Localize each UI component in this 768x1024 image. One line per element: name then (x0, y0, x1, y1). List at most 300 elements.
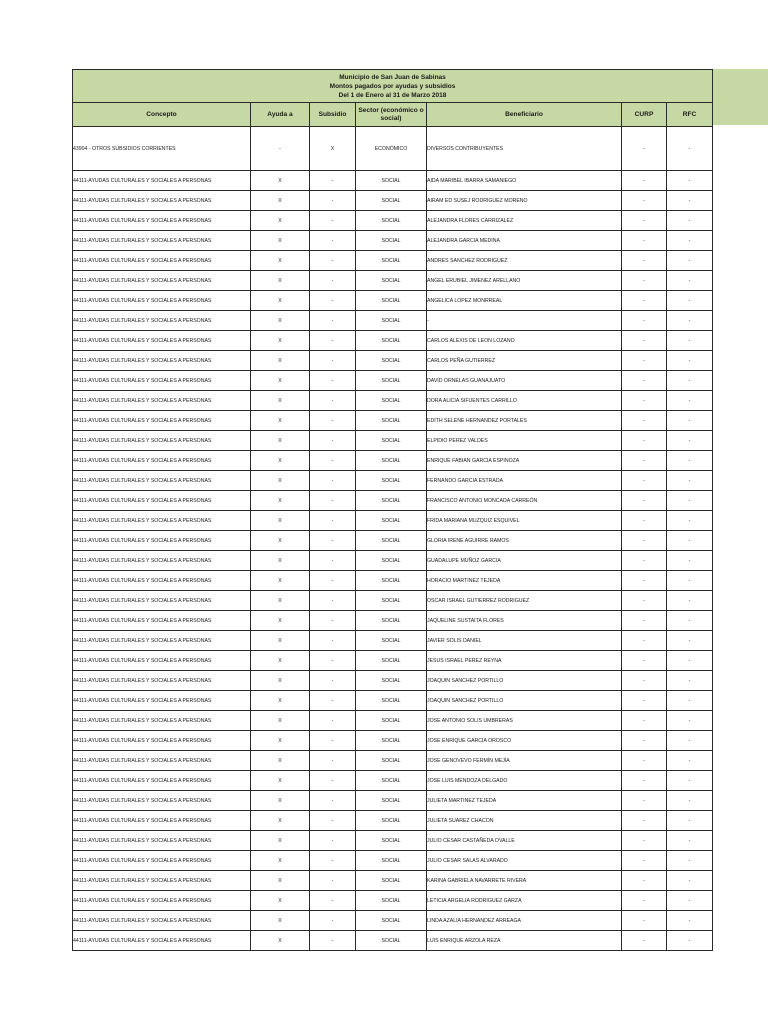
header-subsidio: Subsidio (310, 103, 356, 127)
cell-concepto: 44111-AYUDAS CULTURALES Y SOCIALES A PERSONAS (73, 171, 251, 191)
cell-ayuda: X (251, 791, 310, 811)
cell-sector: SOCIAL (356, 491, 427, 511)
cell-subsidio: - (310, 631, 356, 651)
cell-concepto: 44111-AYUDAS CULTURALES Y SOCIALES A PERSONAS (73, 891, 251, 911)
cell-rfc: - (667, 591, 713, 611)
cell-concepto: 44111-AYUDAS CULTURALES Y SOCIALES A PERSONAS (73, 931, 251, 951)
cell-rfc: - (667, 371, 713, 391)
cell-subsidio: - (310, 171, 356, 191)
cell-rfc: - (667, 611, 713, 631)
cell-subsidio: - (310, 531, 356, 551)
cell-concepto: 44111-AYUDAS CULTURALES Y SOCIALES A PERSONAS (73, 871, 251, 891)
cell-concepto: 44111-AYUDAS CULTURALES Y SOCIALES A PERSONAS (73, 911, 251, 931)
cell-concepto: 44111-AYUDAS CULTURALES Y SOCIALES A PERSONAS (73, 751, 251, 771)
cell-rfc: - (667, 911, 713, 931)
cell-ayuda: X (251, 191, 310, 211)
cell-concepto: 44111-AYUDAS CULTURALES Y SOCIALES A PERSONAS (73, 211, 251, 231)
cell-rfc: - (667, 331, 713, 351)
cell-sector: SOCIAL (356, 451, 427, 471)
cell-beneficiario: ANGEL ERUBIEL JIMENEZ ARELLANO (427, 271, 622, 291)
table-row (73, 591, 713, 611)
table-row (73, 611, 713, 631)
cell-curp: - (622, 871, 667, 891)
cell-sector: SOCIAL (356, 931, 427, 951)
cell-rfc: - (667, 751, 713, 771)
cell-subsidio: - (310, 491, 356, 511)
cell-subsidio: - (310, 731, 356, 751)
cell-subsidio: - (310, 871, 356, 891)
cell-ayuda: X (251, 651, 310, 671)
cell-subsidio: - (310, 851, 356, 871)
table-row (73, 451, 713, 471)
cell-curp: - (622, 851, 667, 871)
cell-ayuda: X (251, 871, 310, 891)
cell-concepto: 44111-AYUDAS CULTURALES Y SOCIALES A PERSONAS (73, 671, 251, 691)
table-row (73, 551, 713, 571)
cell-rfc: - (667, 711, 713, 731)
cell-rfc: - (667, 471, 713, 491)
cell-curp: - (622, 551, 667, 571)
cell-ayuda: X (251, 591, 310, 611)
cell-sector: SOCIAL (356, 651, 427, 671)
cell-concepto: 44111-AYUDAS CULTURALES Y SOCIALES A PERSONAS (73, 351, 251, 371)
cell-subsidio: - (310, 291, 356, 311)
cell-sector: SOCIAL (356, 351, 427, 371)
cell-beneficiario: DORA ALICIA SIFUENTES CARRILLO (427, 391, 622, 411)
table-row (73, 291, 713, 311)
cell-curp: - (622, 211, 667, 231)
cell-ayuda: X (251, 291, 310, 311)
cell-subsidio: - (310, 231, 356, 251)
report-title (73, 70, 713, 103)
cell-ayuda: X (251, 891, 310, 911)
cell-subsidio: - (310, 751, 356, 771)
cell-sector: SOCIAL (356, 211, 427, 231)
cell-subsidio: - (310, 331, 356, 351)
table-row (73, 211, 713, 231)
cell-rfc: - (667, 511, 713, 531)
cell-sector: SOCIAL (356, 411, 427, 431)
cell-beneficiario: ALEJANDRA GARCIA MEDINA (427, 231, 622, 251)
cell-curp: - (622, 611, 667, 631)
cell-rfc: - (667, 531, 713, 551)
cell-beneficiario: HORACIO MARTINEZ TEJEDA (427, 571, 622, 591)
cell-curp: - (622, 931, 667, 951)
cell-subsidio: - (310, 431, 356, 451)
cell-rfc: - (667, 491, 713, 511)
table-row (73, 911, 713, 931)
cell-rfc: - (667, 551, 713, 571)
cell-ayuda: X (251, 451, 310, 471)
cell-subsidio: - (310, 471, 356, 491)
cell-sector: SOCIAL (356, 271, 427, 291)
cell-curp: - (622, 171, 667, 191)
cell-rfc: - (667, 291, 713, 311)
cell-curp: - (622, 451, 667, 471)
cell-beneficiario: FRANCISCO ANTONIO MONCADA CARREÓN (427, 491, 622, 511)
cell-rfc: - (667, 651, 713, 671)
table-row (73, 751, 713, 771)
cell-sector: SOCIAL (356, 511, 427, 531)
table-row (73, 731, 713, 751)
cell-subsidio: - (310, 591, 356, 611)
cell-concepto: 43904 - OTROS SUBSIDIOS CORRIENTES (73, 127, 251, 171)
table-row (73, 791, 713, 811)
cell-concepto: 44111-AYUDAS CULTURALES Y SOCIALES A PERSONAS (73, 551, 251, 571)
cell-subsidio: - (310, 791, 356, 811)
cell-subsidio: - (310, 371, 356, 391)
cell-beneficiario: JESUS ISRAEL PEREZ REYNA (427, 651, 622, 671)
cell-ayuda: X (251, 471, 310, 491)
cell-beneficiario: - (427, 311, 622, 331)
cell-beneficiario: FERNANDO GARCIA ESTRADA (427, 471, 622, 491)
cell-rfc: - (667, 791, 713, 811)
table-row (73, 631, 713, 651)
cell-rfc: - (667, 931, 713, 951)
cell-curp: - (622, 831, 667, 851)
cell-sector: SOCIAL (356, 591, 427, 611)
cell-rfc: - (667, 391, 713, 411)
cell-rfc: - (667, 571, 713, 591)
cell-curp: - (622, 371, 667, 391)
cell-rfc: - (667, 251, 713, 271)
cell-sector: SOCIAL (356, 891, 427, 911)
cell-curp: - (622, 391, 667, 411)
table-row (73, 471, 713, 491)
cell-curp: - (622, 591, 667, 611)
column-header-row (73, 103, 713, 127)
cell-concepto: 44111-AYUDAS CULTURALES Y SOCIALES A PERSONAS (73, 251, 251, 271)
table-row (73, 371, 713, 391)
cell-sector: SOCIAL (356, 731, 427, 751)
cell-ayuda: X (251, 571, 310, 591)
cell-beneficiario: JULIO CESAR CASTAÑEDA OVALLE (427, 831, 622, 851)
table-row (73, 491, 713, 511)
header-concepto: Concepto (73, 103, 251, 127)
cell-sector: SOCIAL (356, 231, 427, 251)
cell-beneficiario: AIRAM ED SUSEJ RODRIGUEZ MORENO (427, 191, 622, 211)
cell-curp: - (622, 531, 667, 551)
cell-concepto: 44111-AYUDAS CULTURALES Y SOCIALES A PERSONAS (73, 511, 251, 531)
cell-beneficiario: CARLOS ALEXIS DE LEON LOZANO (427, 331, 622, 351)
table-row (73, 711, 713, 731)
cell-concepto: 44111-AYUDAS CULTURALES Y SOCIALES A PERSONAS (73, 391, 251, 411)
cell-sector: SOCIAL (356, 871, 427, 891)
cell-ayuda: X (251, 411, 310, 431)
cell-ayuda: X (251, 531, 310, 551)
cell-curp: - (622, 431, 667, 451)
cell-sector: SOCIAL (356, 671, 427, 691)
cell-concepto: 44111-AYUDAS CULTURALES Y SOCIALES A PERSONAS (73, 771, 251, 791)
table-row (73, 127, 713, 171)
cell-beneficiario: CARLOS PEÑA GUTIERREZ (427, 351, 622, 371)
cell-curp: - (622, 571, 667, 591)
table-row (73, 411, 713, 431)
cell-beneficiario: ANGELICA LOPEZ MONRREAL (427, 291, 622, 311)
cell-concepto: 44111-AYUDAS CULTURALES Y SOCIALES A PERSONAS (73, 571, 251, 591)
cell-sector: SOCIAL (356, 251, 427, 271)
cell-sector: SOCIAL (356, 551, 427, 571)
cell-curp: - (622, 691, 667, 711)
cell-ayuda: X (251, 331, 310, 351)
table-row (73, 931, 713, 951)
cell-sector: SOCIAL (356, 711, 427, 731)
cell-curp: - (622, 251, 667, 271)
cell-rfc: - (667, 691, 713, 711)
cell-concepto: 44111-AYUDAS CULTURALES Y SOCIALES A PERSONAS (73, 711, 251, 731)
cell-rfc: - (667, 851, 713, 871)
cell-subsidio: - (310, 891, 356, 911)
title-municipality: Municipio de San Juan de Sabinas (339, 73, 446, 81)
cell-subsidio: - (310, 711, 356, 731)
cell-curp: - (622, 291, 667, 311)
cell-ayuda: X (251, 371, 310, 391)
cell-beneficiario: ENRIQUE FABIAN GARCIA ESPINOZA (427, 451, 622, 471)
header-fill-extension (711, 69, 768, 125)
cell-ayuda: X (251, 231, 310, 251)
cell-concepto: 44111-AYUDAS CULTURALES Y SOCIALES A PERSONAS (73, 851, 251, 871)
cell-subsidio: - (310, 251, 356, 271)
cell-subsidio: - (310, 411, 356, 431)
cell-concepto: 44111-AYUDAS CULTURALES Y SOCIALES A PERSONAS (73, 271, 251, 291)
cell-sector: SOCIAL (356, 571, 427, 591)
cell-concepto: 44111-AYUDAS CULTURALES Y SOCIALES A PERSONAS (73, 591, 251, 611)
cell-beneficiario: AIDA MARIBEL IBARRA SAMANIEGO (427, 171, 622, 191)
cell-curp: - (622, 311, 667, 331)
cell-ayuda: X (251, 671, 310, 691)
cell-sector: SOCIAL (356, 291, 427, 311)
cell-sector: SOCIAL (356, 831, 427, 851)
table-row (73, 511, 713, 531)
cell-ayuda: X (251, 351, 310, 371)
cell-beneficiario: LETICIA ARGELIA RODRIGUEZ GARZA (427, 891, 622, 911)
cell-ayuda: X (251, 831, 310, 851)
cell-concepto: 44111-AYUDAS CULTURALES Y SOCIALES A PERSONAS (73, 631, 251, 651)
cell-rfc: - (667, 271, 713, 291)
cell-curp: - (622, 471, 667, 491)
cell-curp: - (622, 791, 667, 811)
cell-ayuda: X (251, 611, 310, 631)
cell-rfc: - (667, 631, 713, 651)
cell-curp: - (622, 511, 667, 531)
cell-ayuda: X (251, 311, 310, 331)
cell-concepto: 44111-AYUDAS CULTURALES Y SOCIALES A PERSONAS (73, 831, 251, 851)
table-row (73, 391, 713, 411)
cell-beneficiario: JOSE LUIS MENDOZA DELGADO (427, 771, 622, 791)
cell-beneficiario: JAQUELINE SUSTAITA FLORES (427, 611, 622, 631)
table-row (73, 311, 713, 331)
table-row (73, 271, 713, 291)
header-beneficiario: Beneficiario (427, 103, 622, 127)
cell-beneficiario: GLORIA IRENE AGUIRRE RAMOS (427, 531, 622, 551)
title-subject: Montos pagados por ayudas y subsidios (329, 82, 456, 90)
cell-sector: SOCIAL (356, 611, 427, 631)
cell-ayuda: X (251, 811, 310, 831)
cell-beneficiario: JULIO CESAR SALAS ALVARADO (427, 851, 622, 871)
table-row (73, 191, 713, 211)
cell-subsidio: - (310, 311, 356, 331)
cell-rfc: - (667, 731, 713, 751)
cell-concepto: 44111-AYUDAS CULTURALES Y SOCIALES A PERSONAS (73, 331, 251, 351)
cell-rfc: - (667, 127, 713, 171)
cell-subsidio: - (310, 571, 356, 591)
cell-ayuda: X (251, 391, 310, 411)
cell-ayuda: X (251, 711, 310, 731)
cell-rfc: - (667, 211, 713, 231)
cell-concepto: 44111-AYUDAS CULTURALES Y SOCIALES A PERSONAS (73, 191, 251, 211)
table-row (73, 851, 713, 871)
cell-beneficiario: ELPIDIO PEREZ VALDES (427, 431, 622, 451)
table-row (73, 891, 713, 911)
cell-rfc: - (667, 451, 713, 471)
cell-beneficiario: FRIDA MARIANA MUZQUIZ ESQUIVEL (427, 511, 622, 531)
cell-ayuda: X (251, 911, 310, 931)
cell-concepto: 44111-AYUDAS CULTURALES Y SOCIALES A PERSONAS (73, 691, 251, 711)
cell-sector: SOCIAL (356, 531, 427, 551)
cell-sector: SOCIAL (356, 691, 427, 711)
cell-rfc: - (667, 871, 713, 891)
cell-ayuda: - (251, 127, 310, 171)
cell-curp: - (622, 631, 667, 651)
cell-rfc: - (667, 351, 713, 371)
cell-sector: SOCIAL (356, 791, 427, 811)
header-sector: Sector (económico o social) (356, 103, 427, 127)
cell-curp: - (622, 351, 667, 371)
cell-ayuda: X (251, 271, 310, 291)
cell-rfc: - (667, 191, 713, 211)
cell-ayuda: X (251, 431, 310, 451)
cell-concepto: 44111-AYUDAS CULTURALES Y SOCIALES A PERSONAS (73, 371, 251, 391)
table-row (73, 651, 713, 671)
cell-ayuda: X (251, 631, 310, 651)
cell-concepto: 44111-AYUDAS CULTURALES Y SOCIALES A PERSONAS (73, 471, 251, 491)
cell-curp: - (622, 911, 667, 931)
cell-rfc: - (667, 771, 713, 791)
table-row (73, 431, 713, 451)
cell-curp: - (622, 731, 667, 751)
cell-curp: - (622, 271, 667, 291)
cell-curp: - (622, 331, 667, 351)
cell-ayuda: X (251, 931, 310, 951)
cell-sector: SOCIAL (356, 331, 427, 351)
cell-beneficiario: JOSE ANTONIO SOLIS UMBRERAS (427, 711, 622, 731)
cell-curp: - (622, 491, 667, 511)
cell-rfc: - (667, 431, 713, 451)
cell-ayuda: X (251, 691, 310, 711)
cell-rfc: - (667, 411, 713, 431)
cell-subsidio: - (310, 191, 356, 211)
cell-sector: SOCIAL (356, 851, 427, 871)
cell-sector: SOCIAL (356, 631, 427, 651)
cell-concepto: 44111-AYUDAS CULTURALES Y SOCIALES A PERSONAS (73, 651, 251, 671)
cell-concepto: 44111-AYUDAS CULTURALES Y SOCIALES A PERSONAS (73, 491, 251, 511)
cell-concepto: 44111-AYUDAS CULTURALES Y SOCIALES A PERSONAS (73, 811, 251, 831)
cell-sector: SOCIAL (356, 911, 427, 931)
cell-beneficiario: EDITH SELENE HERNANDEZ PORTALES (427, 411, 622, 431)
header-rfc: RFC (667, 103, 713, 127)
table-row (73, 251, 713, 271)
cell-sector: SOCIAL (356, 771, 427, 791)
cell-sector: SOCIAL (356, 191, 427, 211)
cell-curp: - (622, 411, 667, 431)
cell-sector: SOCIAL (356, 371, 427, 391)
cell-subsidio: - (310, 351, 356, 371)
cell-beneficiario: KARINA GABRIELA NAVARRETE RIVERA (427, 871, 622, 891)
cell-ayuda: X (251, 491, 310, 511)
table-row (73, 571, 713, 591)
table-row (73, 331, 713, 351)
cell-curp: - (622, 231, 667, 251)
cell-curp: - (622, 127, 667, 171)
table-row (73, 691, 713, 711)
cell-subsidio: - (310, 511, 356, 531)
table-row (73, 531, 713, 551)
cell-concepto: 44111-AYUDAS CULTURALES Y SOCIALES A PERSONAS (73, 411, 251, 431)
cell-subsidio: - (310, 831, 356, 851)
cell-curp: - (622, 751, 667, 771)
subsidies-table (72, 69, 713, 951)
cell-ayuda: X (251, 171, 310, 191)
cell-ayuda: X (251, 211, 310, 231)
cell-subsidio: - (310, 671, 356, 691)
cell-rfc: - (667, 171, 713, 191)
cell-ayuda: X (251, 251, 310, 271)
cell-curp: - (622, 671, 667, 691)
title-period: Del 1 de Enero al 31 de Marzo 2018 (338, 91, 447, 99)
cell-curp: - (622, 191, 667, 211)
table-row (73, 871, 713, 891)
cell-subsidio: - (310, 391, 356, 411)
cell-beneficiario: JAVIER SOLIS DANIEL (427, 631, 622, 651)
cell-sector: SOCIAL (356, 391, 427, 411)
cell-rfc: - (667, 831, 713, 851)
cell-concepto: 44111-AYUDAS CULTURALES Y SOCIALES A PERSONAS (73, 451, 251, 471)
cell-rfc: - (667, 231, 713, 251)
table-row (73, 171, 713, 191)
cell-sector: SOCIAL (356, 811, 427, 831)
cell-ayuda: X (251, 551, 310, 571)
cell-beneficiario: ALEJANDRA FLORES CARRIZALEZ (427, 211, 622, 231)
cell-beneficiario: OSCAR ISRAEL GUTIERREZ RODRIGUEZ (427, 591, 622, 611)
cell-sector: SOCIAL (356, 431, 427, 451)
cell-sector: SOCIAL (356, 751, 427, 771)
cell-concepto: 44111-AYUDAS CULTURALES Y SOCIALES A PERSONAS (73, 431, 251, 451)
cell-beneficiario: LINDA AZALIA HERNANDEZ ARREAGA (427, 911, 622, 931)
cell-concepto: 44111-AYUDAS CULTURALES Y SOCIALES A PERSONAS (73, 231, 251, 251)
cell-ayuda: X (251, 511, 310, 531)
cell-subsidio: - (310, 911, 356, 931)
cell-subsidio: - (310, 931, 356, 951)
cell-ayuda: X (251, 731, 310, 751)
cell-rfc: - (667, 811, 713, 831)
cell-concepto: 44111-AYUDAS CULTURALES Y SOCIALES A PERSONAS (73, 611, 251, 631)
cell-beneficiario: JOAQUIN SANCHEZ PORTILLO (427, 671, 622, 691)
cell-subsidio: - (310, 651, 356, 671)
cell-beneficiario: JULIETA SUAREZ CHACON (427, 811, 622, 831)
header-curp: CURP (622, 103, 667, 127)
cell-concepto: 44111-AYUDAS CULTURALES Y SOCIALES A PERSONAS (73, 531, 251, 551)
table-row (73, 811, 713, 831)
cell-concepto: 44111-AYUDAS CULTURALES Y SOCIALES A PERSONAS (73, 311, 251, 331)
cell-curp: - (622, 651, 667, 671)
cell-beneficiario: JOAQUIN SANCHEZ PORTILLO (427, 691, 622, 711)
cell-beneficiario: GUADALUPE MUÑOZ GARCIA (427, 551, 622, 571)
cell-beneficiario: DAVID ORNELAS GUANAJUATO (427, 371, 622, 391)
cell-subsidio: X (310, 127, 356, 171)
cell-sector: SOCIAL (356, 311, 427, 331)
cell-subsidio: - (310, 811, 356, 831)
title-row (73, 70, 713, 103)
